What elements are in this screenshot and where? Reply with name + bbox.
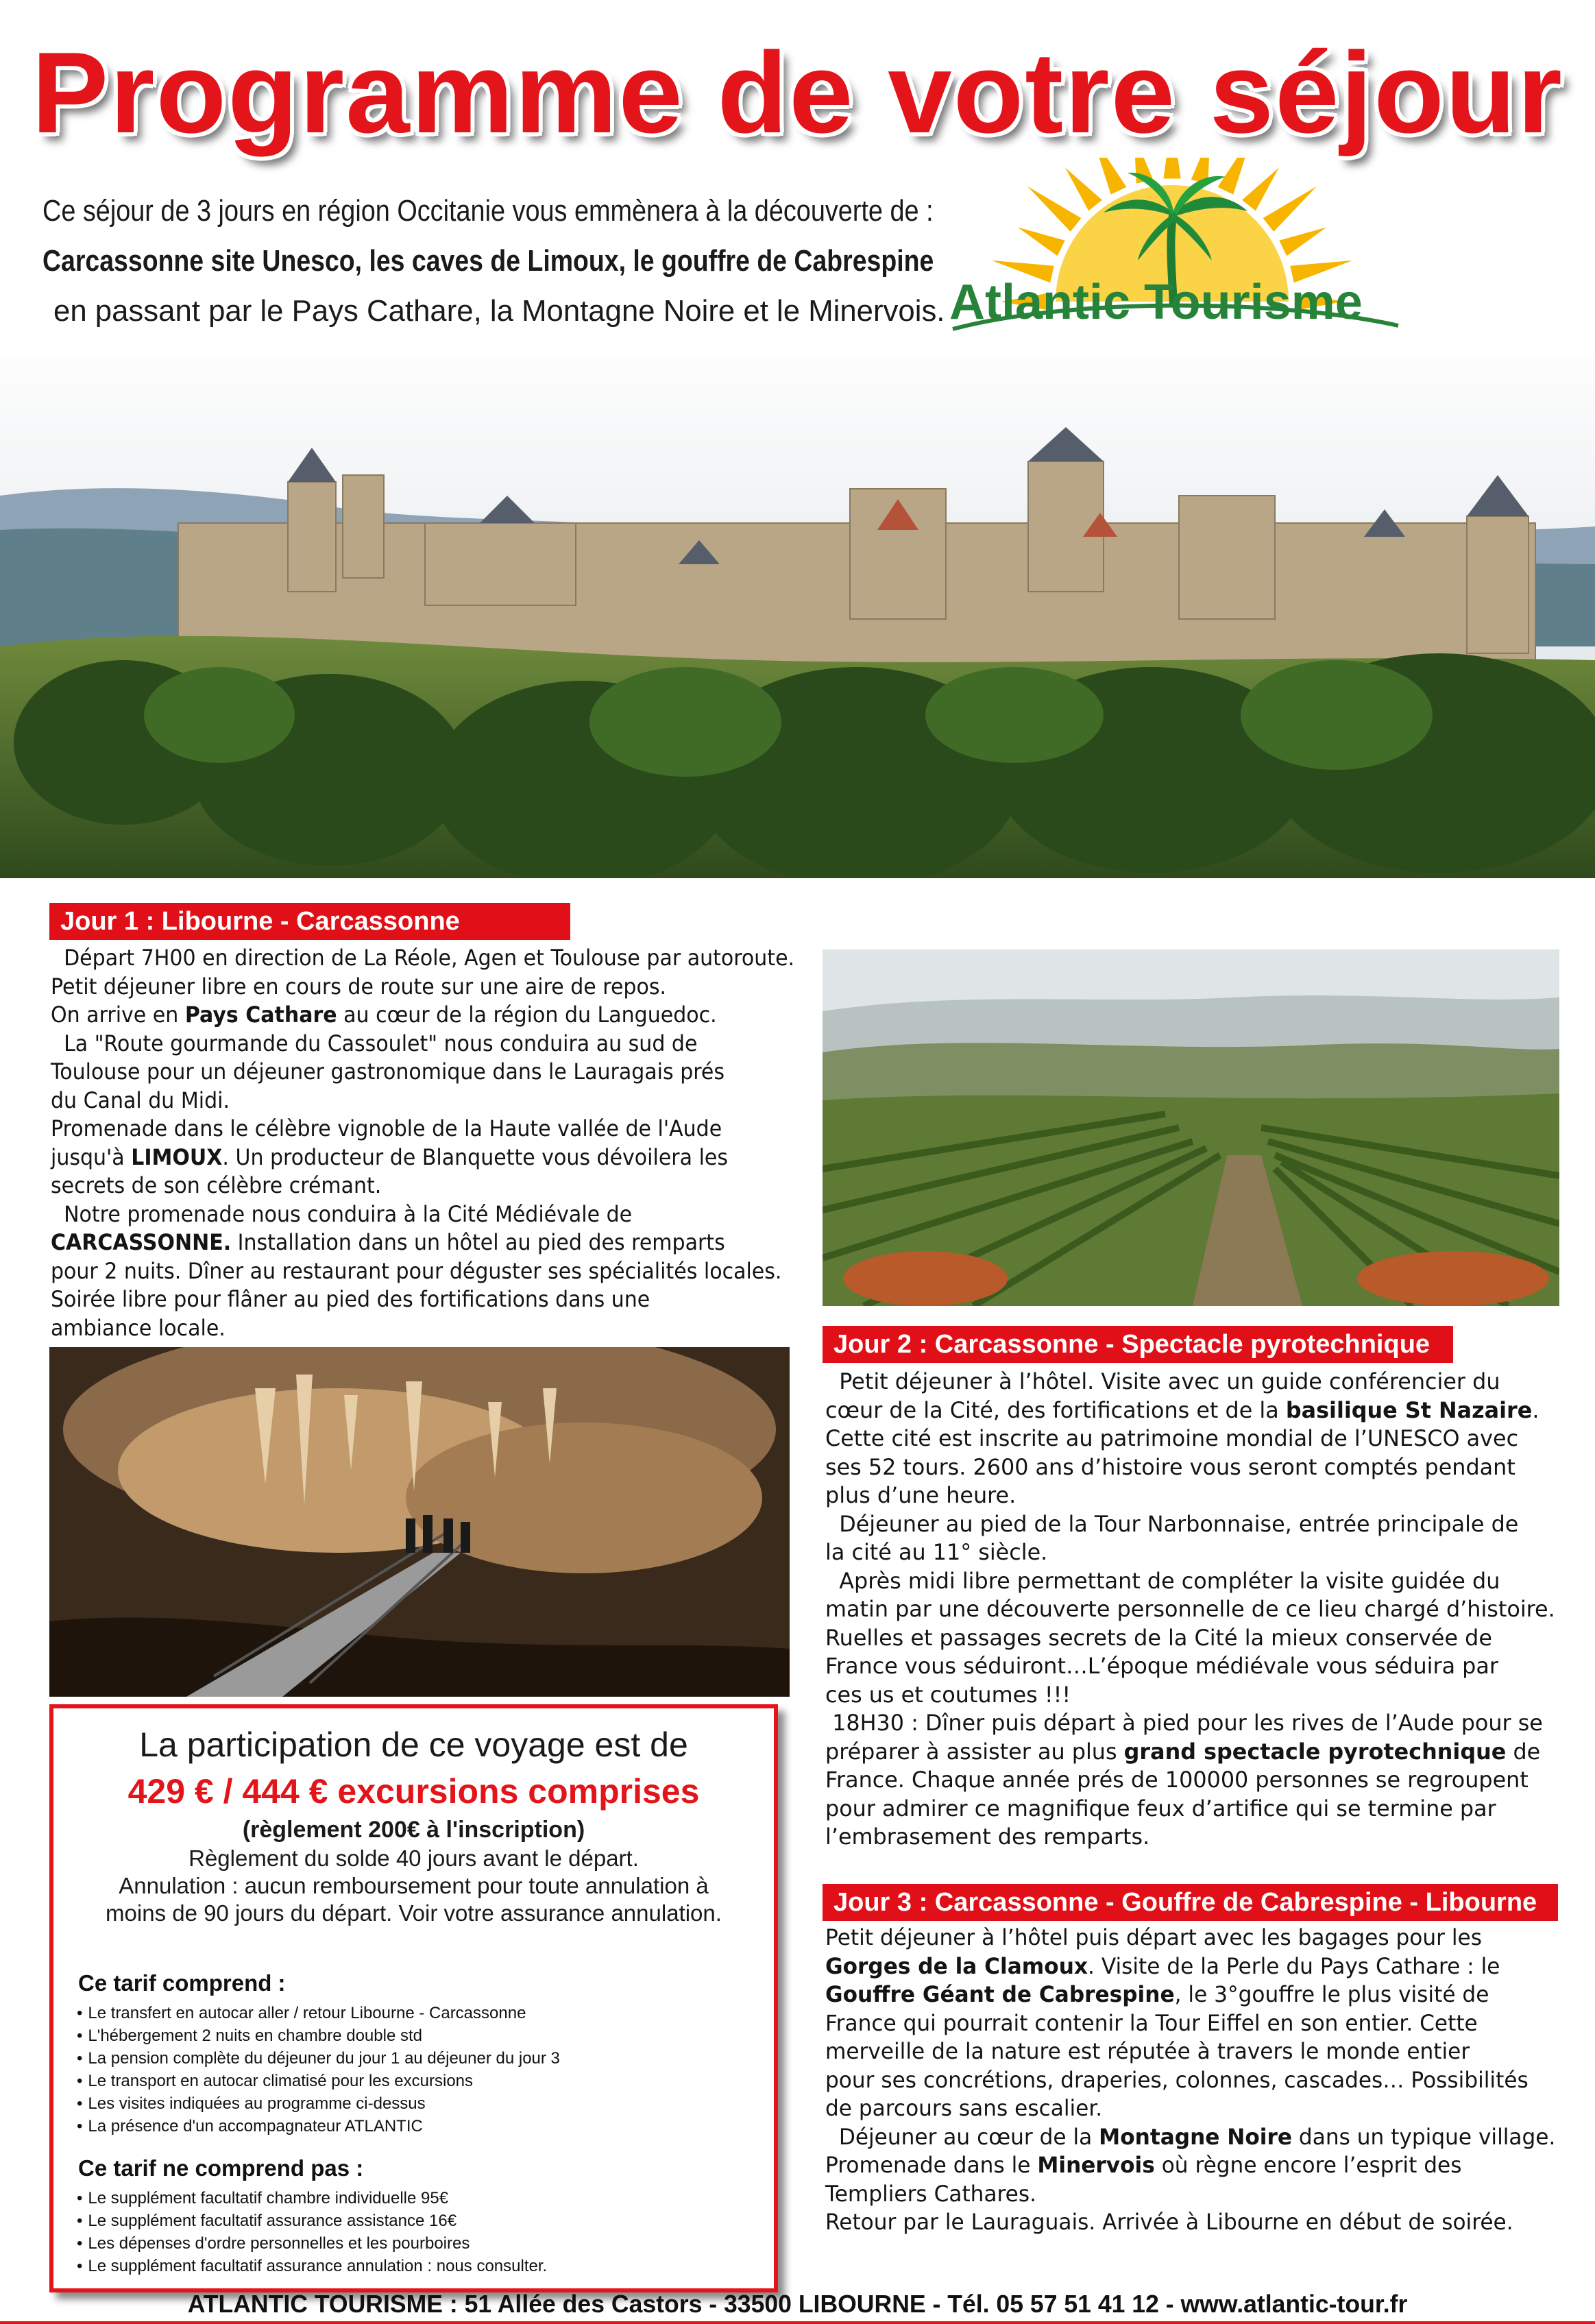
day3-description xyxy=(825,1924,1555,2237)
text-line: jusqu'à LIMOUX. Un producteur de Blanquette vous dévoilera les xyxy=(51,1143,728,1170)
text-line: ces us et coutumes !!! xyxy=(825,1681,1071,1708)
list-item: • L'hébergement 2 nuits en chambre double std xyxy=(77,2024,560,2047)
text-line: 18H30 : Dîner puis départ à pied pour les rives de l’Aude pour se xyxy=(825,1710,1543,1736)
text-line: Gorges de la Clamoux. Visite de la Perle du Pays Cathare : le xyxy=(825,1952,1500,1979)
intro-line-1: Ce séjour de 3 jours en région Occitanie vous emmènera à la découverte de : xyxy=(42,194,934,228)
list-item: • Les visites indiquées au programme ci-dessus xyxy=(77,2092,560,2115)
text-line: Après midi libre permettant de compléter la visite guidée du xyxy=(825,1567,1500,1594)
text-line: Notre promenade nous conduira à la Cité Médiévale de xyxy=(51,1200,633,1227)
day1-banner: Jour 1 : Libourne - Carcassonne xyxy=(49,903,570,940)
sun-ray xyxy=(1163,158,1180,178)
logo-text: Atlantic Tourisme xyxy=(949,275,1363,330)
price-balance: Règlement du solde 40 jours avant le départ. xyxy=(188,1845,639,1871)
day2-description xyxy=(825,1368,1555,1852)
text-line: La "Route gourmande du Cassoulet" nous conduira au sud de xyxy=(51,1030,698,1056)
text-line: merveille de la nature est réputée à travers le monde entier xyxy=(825,2038,1470,2064)
text-line: pour admirer ce magnifique feux d’artifice qui se termine par xyxy=(825,1795,1496,1821)
day3-banner: Jour 3 : Carcassonne - Gouffre de Cabrespine - Libourne xyxy=(823,1884,1558,1921)
text-line: Soirée libre pour flâner au pied des fortifications dans une xyxy=(51,1286,650,1312)
text-line: Promenade dans le célèbre vignoble de la Haute vallée de l'Aude xyxy=(51,1115,722,1141)
sun-ray xyxy=(1263,186,1317,232)
text-line: préparer à assister au plus grand spectacle pyrotechnique de xyxy=(825,1738,1541,1765)
text-line: France vous séduiront…L’époque médiévale vous séduira par xyxy=(825,1653,1498,1679)
sun-ray xyxy=(1092,158,1127,195)
list-item: • Les dépenses d'ordre personnelles et les pourboires xyxy=(77,2232,547,2255)
text-line: Départ 7H00 en direction de La Réole, Agen et Toulouse par autoroute. xyxy=(51,945,795,971)
sun-ray xyxy=(1218,158,1253,195)
footer-divider xyxy=(0,2321,1595,2324)
sun-ray xyxy=(1279,228,1326,256)
text-line: Toulouse pour un déjeuner gastronomique dans le Lauragais prés xyxy=(51,1058,725,1085)
text-line: plus d’une heure. xyxy=(825,1482,1016,1508)
text-line: Promenade dans le Minervois où règne encore l’esprit des xyxy=(825,2152,1462,2178)
text-line: cœur de la Cité, des fortifications et de la basilique St Nazaire. xyxy=(825,1396,1539,1423)
text-line: du Canal du Midi. xyxy=(51,1087,230,1113)
text-line: Cette cité est inscrite au patrimoine mondial de l’UNESCO avec xyxy=(825,1425,1519,1451)
price-cancel-2: moins de 90 jours du départ. Voir votre assurance annulation. xyxy=(106,1900,722,1926)
list-item: • Le transfert en autocar aller / retour Libourne - Carcassonne xyxy=(77,2002,560,2024)
sun-ray xyxy=(1242,168,1279,211)
text-line: pour 2 nuits. Dîner au restaurant pour déguster ses spécialités locales. xyxy=(51,1257,782,1284)
text-line: CARCASSONNE. Installation dans un hôtel au pied des remparts xyxy=(51,1229,725,1255)
text-line: matin par une découverte personnelle de ce lieu chargé d’histoire. xyxy=(825,1596,1555,1622)
text-line: Petit déjeuner libre en cours de route sur une aire de repos. xyxy=(51,973,667,1000)
intro-line-2: Carcassonne site Unesco, les caves de Limoux, le gouffre de Cabrespine xyxy=(42,244,934,278)
text-line: pour ses concrétions, draperies, colonnes, cascades… Possibilités xyxy=(825,2066,1529,2093)
text-line: ses 52 tours. 2600 ans d’histoire vous seront comptés pendant xyxy=(825,1453,1515,1480)
list-item: • Le supplément facultatif chambre individuelle 95€ xyxy=(77,2187,547,2210)
day1-description xyxy=(51,944,794,1342)
price-amount: 429 € / 444 € excursions comprises xyxy=(127,1772,700,1811)
text-line: Gouffre Géant de Cabrespine, le 3°gouffre le plus visité de xyxy=(825,1981,1489,2007)
carcassonne-photo xyxy=(0,359,1595,878)
text-line: Templiers Cathares. xyxy=(825,2180,1037,2207)
price-cancel-1: Annulation : aucun remboursement pour toute annulation à xyxy=(119,1873,709,1898)
list-item: • La pension complète du déjeuner du jour 1 au déjeuner du jour 3 xyxy=(77,2047,560,2070)
intro-line-3: en passant par le Pays Cathare, la Montagne Noire et le Minervois. xyxy=(53,294,945,328)
text-line: secrets de son célèbre crémant. xyxy=(51,1172,382,1198)
page-title: Programme de votre séjour xyxy=(32,28,1563,157)
text-line: Ruelles et passages secrets de la Cité la mieux conservée de xyxy=(825,1624,1492,1651)
excludes-title: Ce tarif ne comprend pas : xyxy=(78,2155,364,2181)
vineyard-photo xyxy=(823,949,1559,1306)
price-intro: La participation de ce voyage est de xyxy=(139,1726,688,1764)
day2-banner: Jour 2 : Carcassonne - Spectacle pyrotechnique xyxy=(823,1326,1453,1363)
text-line: Déjeuner au pied de la Tour Narbonnaise, entrée principale de xyxy=(825,1510,1519,1537)
text-line: France qui pourrait contenir la Tour Eiffel en son entier. Cette xyxy=(825,2009,1478,2036)
sun-ray xyxy=(1018,228,1065,256)
list-item: • Le supplément facultatif assurance annulation : nous consulter. xyxy=(77,2255,547,2277)
includes-list xyxy=(77,2002,560,2138)
list-item: • Le transport en autocar climatisé pour les excursions xyxy=(77,2070,560,2092)
text-line: ambiance locale. xyxy=(51,1314,226,1341)
list-item: • La présence d'un accompagnateur ATLANTIC xyxy=(77,2115,560,2138)
text-line: la cité au 11° siècle. xyxy=(825,1539,1048,1565)
sun-ray xyxy=(1065,168,1102,211)
text-line: Petit déjeuner à l’hôtel. Visite avec un guide conférencier du xyxy=(825,1368,1500,1394)
text-line: On arrive en Pays Cathare au cœur de la région du Languedoc. xyxy=(51,1002,717,1028)
price-deposit: (règlement 200€ à l'inscription) xyxy=(242,1817,585,1843)
footer-contact: ATLANTIC TOURISME : 51 Allée des Castors - 33500 LIBOURNE - Tél. 05 57 51 41 12 - www.atlantic-tour.fr xyxy=(187,2290,1408,2318)
text-line: l’embrasement des remparts. xyxy=(825,1824,1150,1850)
price-box xyxy=(49,1704,778,2292)
text-line: Déjeuner au cœur de la Montagne Noire dans un typique village. xyxy=(825,2123,1556,2150)
sun-ray xyxy=(1027,186,1082,232)
text-line: Petit déjeuner à l’hôtel puis départ avec les bagages pour les xyxy=(825,1924,1482,1950)
includes-title: Ce tarif comprend : xyxy=(78,1970,286,1996)
cave-photo xyxy=(49,1347,790,1697)
text-line: de parcours sans escalier. xyxy=(825,2095,1103,2121)
excludes-list xyxy=(77,2187,547,2277)
text-line: Retour par le Lauraguais. Arrivée à Libourne en début de soirée. xyxy=(825,2209,1513,2235)
text-line: France. Chaque année prés de 100000 personnes se regroupent xyxy=(825,1767,1529,1793)
list-item: • Le supplément facultatif assurance assistance 16€ xyxy=(77,2210,547,2232)
